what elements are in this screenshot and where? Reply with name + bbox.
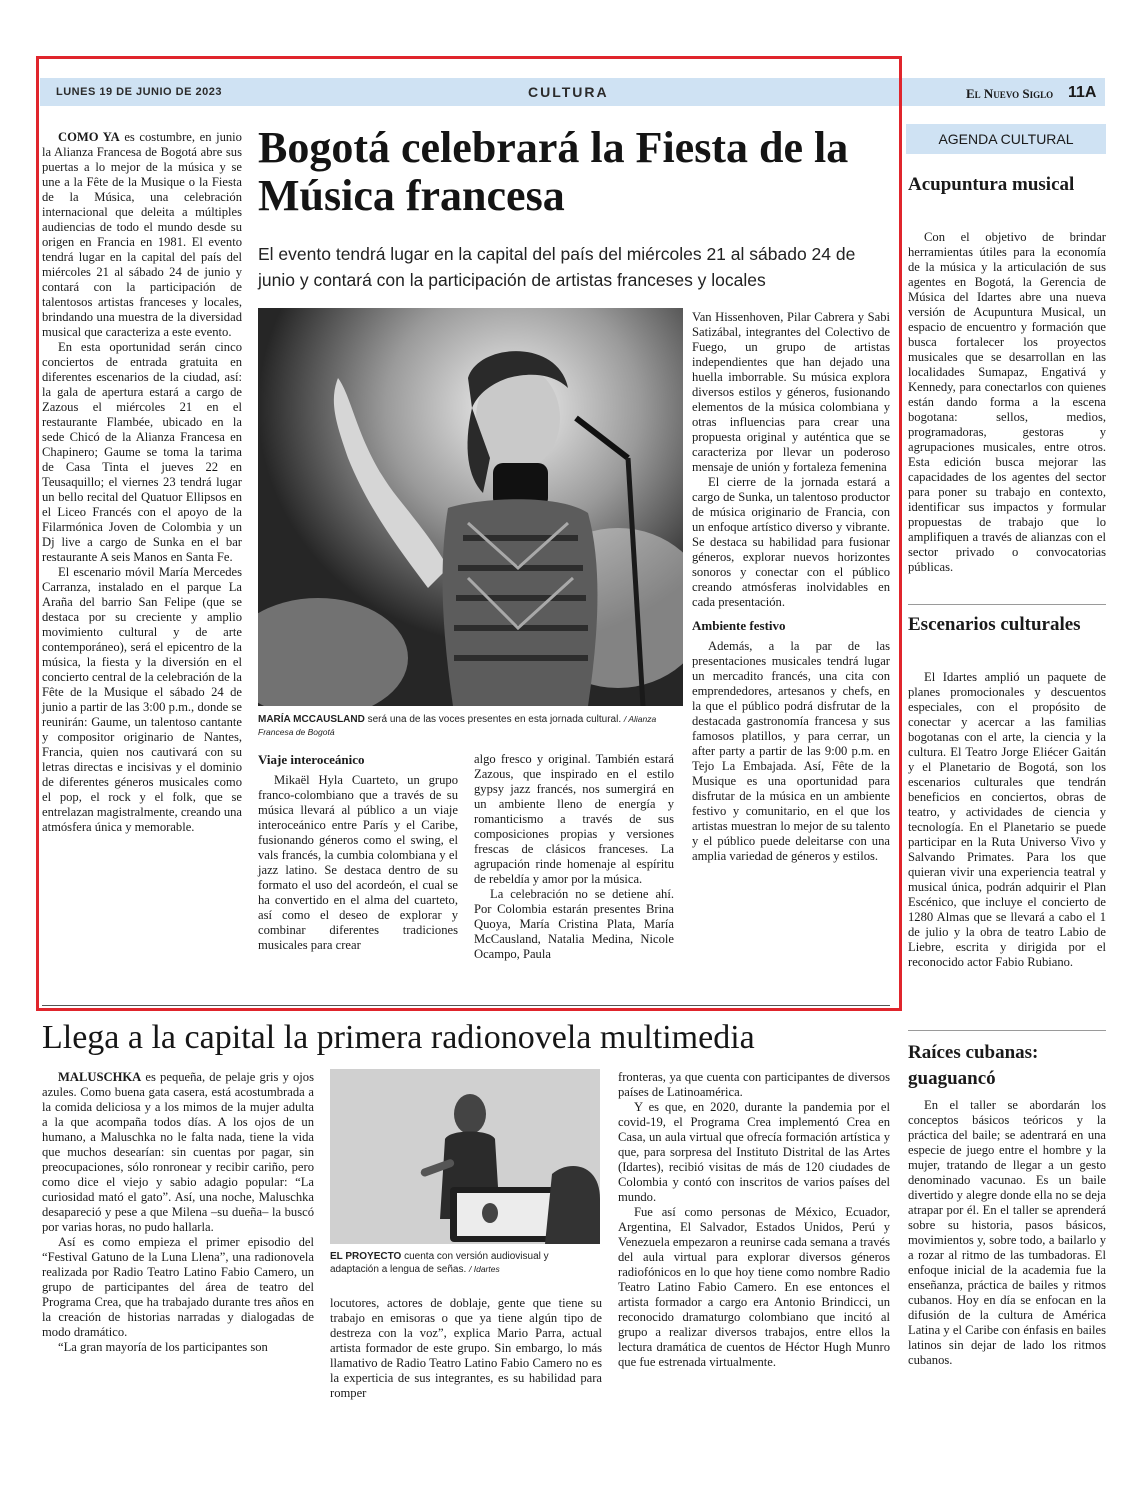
paragraph: locutores, actores de doblaje, gente que tiene su trabajo en emisoras o que ya tiene algún tipo de destreza con la voz”, explica Mario Parra, actual artista formador de este grupo. Sin embargo, lo más llamativo de Radio Teatro Latino Fabio Camero no es la experticia de sus integrantes, es su habilidad para romper	[330, 1296, 602, 1400]
main-article-column-2	[258, 752, 458, 953]
photo-caption	[330, 1250, 600, 1276]
agenda-body-3	[908, 1098, 1106, 1368]
paragraph: Fue así como personas de México, Ecuador, Argentina, El Salvador, Estados Unidos, Perú y Venezuela empezaron a reunirse cada semana a través del aula virtual para explorar diversos géneros radiofónicos en lo que hoy tiene como nombre Radio Teatro Latino Fabio Camero. En ese entonces el artista formador a cargo era Antonio Brindicci, un reconocido dramaturgo colombiano que incitó al grupo a realizar diversos trabajos, entre ellos la lectura dramática de cuentos de Héctor Hugh Munro que fue estrenada virtualmente.	[618, 1205, 890, 1369]
agenda-title: AGENDA CULTURAL	[938, 131, 1074, 147]
paragraph: es costumbre, en junio la Alianza Francesa de Bogotá abre sus puertas a lo mejor de la música y se une a la Fête de la Musique o la Fiesta de la Música, una celebración internacional que deleita a múltiples audiencias de todo el mundo desde su origen en Francia en 1981. El evento tendrá lugar en la capital del país del miércoles 21 al sábado 24 de junio y contará con la participación de talentosos artistas franceses y locales, brindando una muestra de la diversidad musical que caracteriza a este evento.	[42, 130, 242, 339]
paragraph: Van Hissenhoven, Pilar Cabrera y Sabi Satizábal, integrantes del Colectivo de Fuego, un grupo de artistas independientes que han dejado una huella imborrable. Su música explora diversos estilos y géneros, fusionando elementos de la música colombiana y otras influencias para crear una propuesta original y auténtica que se caracteriza por llevar un poderoso mensaje de unión y fortaleza femenina	[692, 310, 890, 474]
paragraph: En el taller se abordarán los conceptos básicos teóricos y la práctica del baile; se adentrará en una especie de juego entre el hombre y la mujer, tratando de llegar a un gesto denominado vacunao. Es un baile divertido y alegre donde ella no se deja atrapar por él. En el taller se aprenderá sobre su historia, pasos básicos, movimientos y, sobre todo, a bailarlo y a rozar al ritmo de las tumbadoras. El enfoque inicial de la academia fue la enseñanza, práctica de bailes y ritmos cubanos. Hoy en día se enfocan en la difusión de la cultura de América Latina y el Caribe con énfasis en bailes latinos sin dejar de lado los ritmos cubanos.	[908, 1098, 1106, 1367]
paragraph: El escenario móvil María Mercedes Carranza, instalado en el parque La Araña del barrio San Felipe (que se destaca por su creciente y amplio movimiento cultural y de arte contemporáneo), será el epicentro de la música, la fiesta y la diversión en el concierto central de la celebración de la Fête de la Musique el sábado 24 de junio a partir de las 3:00 p.m., donde se reunirán: Gaume, un talentoso cantante y compositor originario de Nantes, Francia, quien nos cautivará con su letras directas e incisivas y el dominio de diferentes géneros musicales como el pop, el rock y el folk, que se entrelazan magistralmente, creando una atmósfera única y memorable.	[42, 565, 242, 834]
singer-photo	[258, 308, 683, 706]
paragraph: Y es que, en 2020, durante la pandemia por el covid-19, el Programa Crea implementó Crea en Casa, un aula virtual que ofrecía formación artística y que, para sorpresa del Instituto Distrital de las Artes (Idartes), recibió visitas de más de 120 ciudades de Colombia y contó con inscritos de varios países del mundo.	[618, 1100, 890, 1204]
paragraph: Así es como empieza el primer episodio del “Festival Gatuno de la Luna Llena”, una radionovela realizada por Radio Teatro Latino Fabio Camero, un grupo de participantes del área de teatro del Programa Crea, que ha trabajado durante tres años en la creación de historias narradas y dialogadas de modo dramático.	[42, 1235, 314, 1339]
caption-text: será una de las voces presentes en esta jornada cultural.	[367, 714, 622, 725]
paragraph: fronteras, ya que cuenta con participantes de diversos países de Latinoamérica.	[618, 1070, 890, 1099]
lead-words: MALUSCHKA	[58, 1070, 142, 1084]
radionovela-photo	[330, 1069, 600, 1244]
agenda-heading-1: Acupuntura musical	[908, 174, 1075, 195]
caption-subject: MARÍA MCCAUSLAND	[258, 714, 365, 725]
caption-subject: EL PROYECTO	[330, 1251, 402, 1262]
agenda-heading-3: Raíces cubanas: guaguancó	[908, 1042, 1039, 1089]
main-article-column-1	[42, 130, 242, 835]
caption-text: cuenta con versión audiovisual y adaptación a lengua de señas.	[330, 1251, 549, 1275]
paragraph: En esta oportunidad serán cinco conciertos de entrada gratuita en diferentes escenarios de la ciudad, así: la gala de apertura estará a cargo de Zazous el miércoles 21 en el restaurante Flambée, ubicado en la sede Chicó de la Alianza Francesa en Chapinero; Gaume se toma la tarima de Casa Tinta el jueves 22 en Teusaquillo; el viernes 23 tendrá lugar un bello recital del Quatuor Ellipsos en el Liceo Francés con el apoyo de la Filarmónica Joven de Colombia y un Dj live a cargo de Sunka en el bar restaurante A seis Manos en Santa Fe.	[42, 340, 242, 564]
second-article-column-2	[330, 1296, 602, 1401]
paragraph: El cierre de la jornada estará a cargo de Sunka, un talentoso productor de música originario de Francia, con un enfoque artístico diverso y vibrante. Se destaca su habilidad para fusionar géneros, explorar nuevos horizontes sonoros y conectar con el público creando atmósferas inolvidables en cada presentación.	[692, 475, 890, 609]
page-number: 11A	[1068, 84, 1097, 101]
agenda-heading-2: Escenarios culturales	[908, 614, 1081, 635]
paragraph: “La gran mayoría de los participantes son	[58, 1340, 268, 1354]
paragraph: Con el objetivo de brindar herramientas útiles para la economía de la música y la articulación de sus agentes en Bogotá, la Gerencia de Música del Idartes abre una nueva versión de Acupuntura Musical, un espacio de encuentro y formación que busca fortalecer los proyectos musicales que se desarrollan en las localidades Sumapaz, Engativá y Kennedy, para conectarlos con quienes están dando forma a la escena bogotana: sellos, medios, programadoras, gestoras y agrupaciones musicales, entre otros. Esta edición busca mejorar las capacidades de los agentes del sector para poner su trabajo en contexto, identificar sus impactos y formular propuestas de trabajo que lo amplifiquen a través de alianzas con el sector privado o convocatorias públicas.	[908, 230, 1106, 574]
second-article-column-1	[42, 1070, 314, 1355]
paragraph: Mikaël Hyla Cuarteto, un grupo franco-colombiano que a través de su música llevará al público a un viaje interoceánico entre París y el Caribe, fusionando géneros como el swing, el vals francés, la cumbia colombiana y el jazz latino. Se destaca dentro de su formato el uso del acordeón, el cual se ha convertido en el alma del cuarteto, así como el deseo de explorar y combinar diferentes tradiciones musicales para crear	[258, 773, 458, 952]
section-name: CULTURA	[528, 84, 609, 100]
paragraph: algo fresco y original. También estará Zazous, que inspirado en el estilo gypsy jazz francés, nos sumergirá en un ambiente lleno de energía y romanticismo a través de sus composiciones propias y versiones frescas de clásicos franceses. La agrupación rinde homenaje al espíritu de rebeldía y amor por la música.	[474, 752, 674, 886]
main-article-column-4	[692, 310, 890, 864]
newspaper-name: El Nuevo Siglo	[966, 86, 1054, 101]
main-headline: Bogotá celebrará la Fiesta de la Música francesa	[258, 123, 849, 220]
divider	[908, 604, 1106, 605]
paragraph: es pequeña, de pelaje gris y ojos azules. Como buena gata casera, está acostumbrada a la comida deliciosa y a los mimos de la mujer adulta a la que acompaña todos días. A los ojos de un humano, a Maluschka no le falta nada, tiene la vida que muchos desearían: sin cuentas por pagar, sin preocupaciones, sólo ronronear y recibir cariño, pero como dice el viejo y sabio adagio popular: “La curiosidad mató el gato”. Así, una noche, Maluschka desapareció y pese a que Milena –su dueña– la buscó por varias horas, no pudo hallarla.	[42, 1070, 314, 1234]
caption-credit: / Idartes	[469, 1264, 500, 1274]
paragraph: Además, a la par de las presentaciones musicales tendrá lugar un mercadito francés, una cita con emprendedores, artesanos y chefs, en la que el público podrá disfrutar de la destacada gastronomía francesa y sus famosos platillos, y para cerrar, un after party a partir de las 9:00 p.m. en Tejo La Embajada. Así, Fête de la Musique es una oportunidad para disfrutar de la música en un ambiente festivo y comunitario, en el que los artistas muestran lo mejor de su talento y el público puede deleitarse con una amplia variedad de géneros y estilos.	[692, 639, 890, 863]
divider	[42, 1005, 890, 1006]
main-article-column-3	[474, 752, 674, 962]
issue-date: LUNES 19 DE JUNIO DE 2023	[56, 86, 222, 98]
subheading-ambiente: Ambiente festivo	[692, 618, 786, 633]
main-subheadline: El evento tendrá lugar en la capital del país del miércoles 21 al sábado 24 de junio y contará con la participación de artistas franceses y locales	[258, 244, 856, 290]
caption-credit: / Alianza Francesa de Bogotá	[258, 714, 657, 737]
lead-words: COMO YA	[58, 130, 120, 144]
agenda-body-1	[908, 230, 1106, 575]
subheading-viaje: Viaje interoceánico	[258, 752, 365, 767]
divider	[908, 1030, 1106, 1031]
second-article-column-3	[618, 1070, 890, 1370]
agenda-body-2	[908, 670, 1106, 970]
photo-caption	[258, 713, 678, 739]
second-headline: Llega a la capital la primera radionovela multimedia	[42, 1019, 755, 1056]
paragraph: El Idartes amplió un paquete de planes promocionales y descuentos especiales, con el propósito de conectar y acercar a las familias bogotanas con el arte, la ciencia y la cultura. El Teatro Jorge Eliécer Gaitán y el Planetario de Bogotá, son los escenarios culturales que tendrán beneficios en conciertos, obras de teatro, y actividades de ciencia y tecnología. En el Planetario se puede participar en la Ruta Universo Vivo y Salvando Primates. Para los que quieran vivir una experiencia teatral y musical única, podrán adquirir el Plan Escénico, que incluye el concierto de 1280 Almas que se llevará a cabo el 1 de julio y la obra de teatro Labio de Liebre, escrita y dirigida por el reconocido actor Fabio Rubiano.	[908, 670, 1106, 969]
paragraph: La celebración no se detiene ahí. Por Colombia estarán presentes Brina Quoya, María Cristina Plata, María McCausland, Natalia Medina, Nicole Ocampo, Paula	[474, 887, 674, 961]
